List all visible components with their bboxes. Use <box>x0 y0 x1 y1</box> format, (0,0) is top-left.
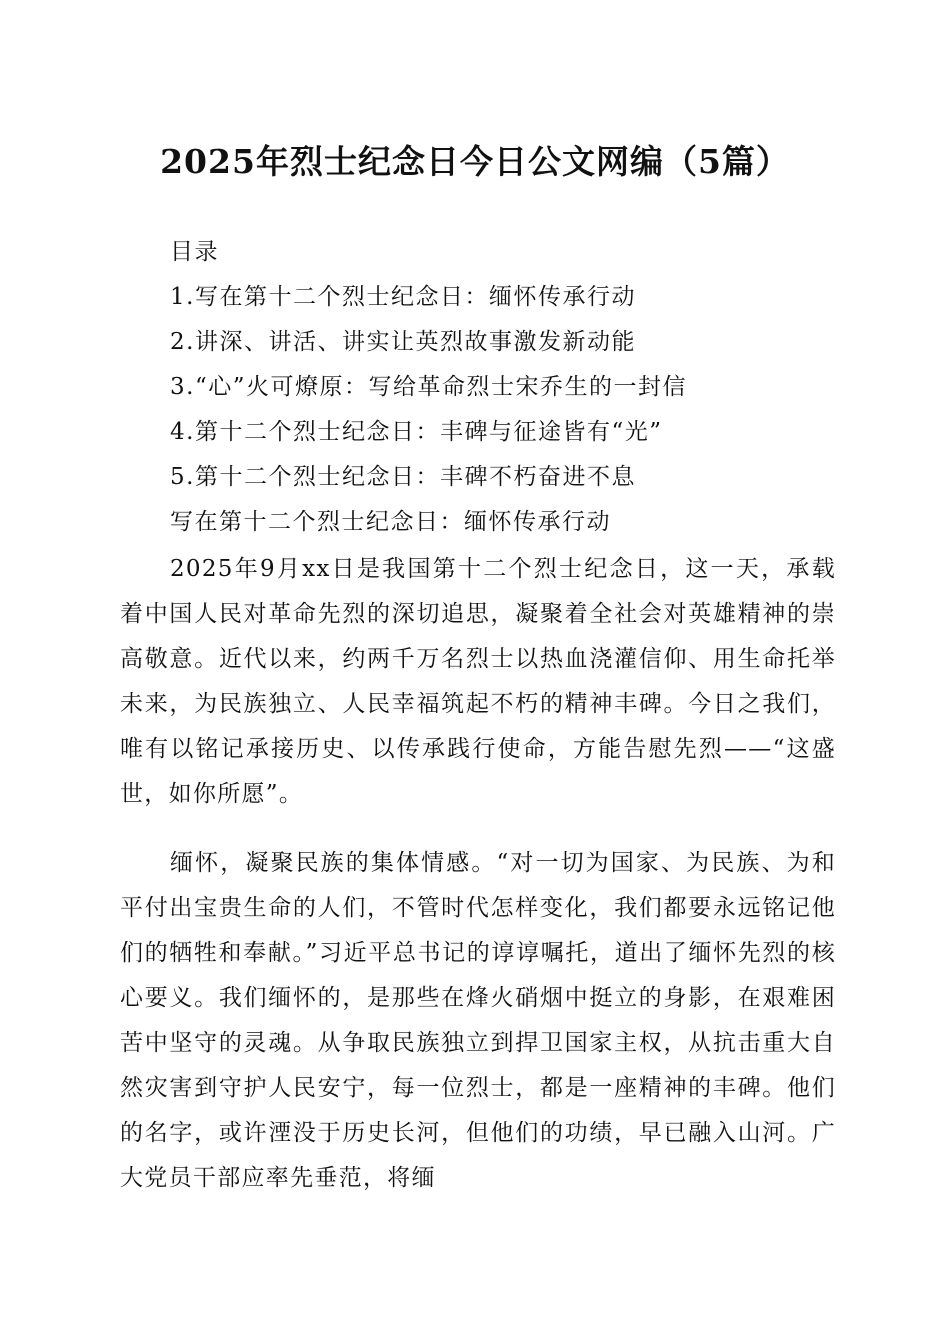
toc-item: 5.第十二个烈士纪念日：丰碑不朽奋进不息 <box>170 464 636 490</box>
table-of-contents <box>170 230 870 545</box>
section-heading: 写在第十二个烈士纪念日：缅怀传承行动 <box>170 509 611 535</box>
toc-heading: 目录 <box>170 239 219 265</box>
toc-item: 4.第十二个烈士纪念日：丰碑与征途皆有“光” <box>170 419 663 445</box>
body-paragraph: 2025年9月xx日是我国第十二个烈士纪念日，这一天，承载着中国人民对革命先烈的深切追思，凝聚着全社会对英雄精神的崇高敬意。近代以来，约两千万名烈士以热血浇灌信仰、用生命托举未来，为民族独立、人民幸福筑起不朽的精神丰碑。今日之我们，唯有以铭记承接历史、以传承践行使命，方能告慰先烈——“这盛世，如你所愿”。 <box>120 556 836 807</box>
body-paragraph: 缅怀，凝聚民族的集体情感。“对一切为国家、为民族、为和平付出宝贵生命的人们，不管时代怎样变化，我们都要永远铭记他们的牺牲和奉献。”习近平总书记的谆谆嘱托，道出了缅怀先烈的核心要义。我们缅怀的，是那些在烽火硝烟中挺立的身影，在艰难困苦中坚守的灵魂。从争取民族独立到捍卫国家主权，从抗击重大自然灾害到守护人民安宁，每一位烈士，都是一座精神的丰碑。他们的名字，或许湮没于历史长河，但他们的功绩，早已融入山河。广大党员干部应率先垂范，将缅 <box>120 850 836 1191</box>
toc-item: 1.写在第十二个烈士纪念日：缅怀传承行动 <box>170 284 636 310</box>
article-body <box>120 547 836 1201</box>
toc-item: 2.讲深、讲活、讲实让英烈故事激发新动能 <box>170 329 636 355</box>
toc-item: 3.“心”火可燎原：写给革命烈士宋乔生的一封信 <box>170 374 687 400</box>
document-title: 2025年烈士纪念日今日公文网编（5篇） <box>160 142 790 181</box>
